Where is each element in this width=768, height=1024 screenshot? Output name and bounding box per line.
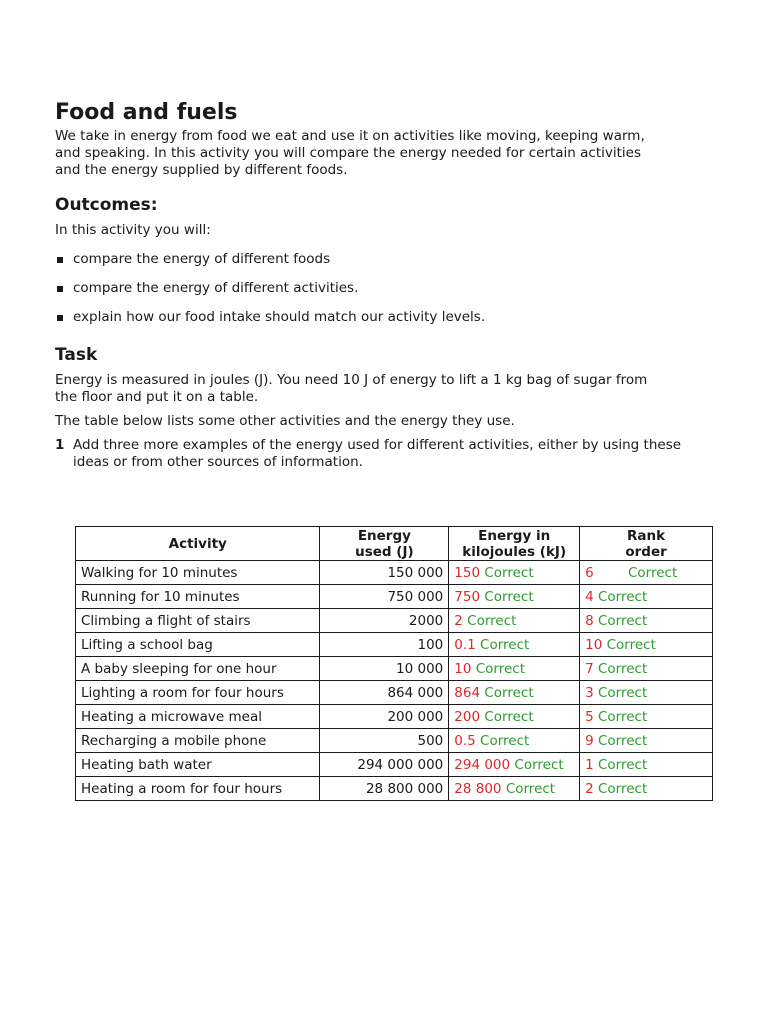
task-paragraph-table: The table below lists some other activities and the energy they use. (55, 413, 515, 429)
cell-energy-kj (449, 561, 580, 585)
correct-mark: Correct (598, 612, 648, 629)
table-row (76, 777, 713, 801)
task-heading: Task (55, 345, 98, 365)
cell-activity: Heating bath water (76, 753, 320, 777)
cell-activity: A baby sleeping for one hour (76, 657, 320, 681)
list-item: compare the energy of different activities. (55, 280, 715, 297)
correct-mark: Correct (505, 780, 556, 797)
correct-mark: Correct (480, 636, 530, 653)
table-row (76, 729, 713, 753)
correct-mark: Correct (598, 708, 648, 725)
correct-mark: Correct (484, 564, 534, 581)
cell-energy-kj (449, 753, 580, 777)
table-row (76, 657, 713, 681)
cell-activity: Walking for 10 minutes (76, 561, 320, 585)
answer-value: 10 (454, 660, 472, 677)
correct-mark: Correct (598, 588, 648, 605)
cell-activity: Lighting a room for four hours (76, 681, 320, 705)
cell-activity: Heating a room for four hours (76, 777, 320, 801)
correct-mark: Correct (475, 660, 526, 677)
table-row (76, 561, 713, 585)
header-energy-used: Energy used (J) (320, 527, 449, 561)
cell-energy-kj (449, 585, 580, 609)
cell-activity: Lifting a school bag (76, 633, 320, 657)
table-row (76, 753, 713, 777)
correct-mark: Correct (514, 756, 564, 773)
answer-value: 10 (585, 636, 603, 653)
table-row (76, 633, 713, 657)
cell-rank-order (580, 561, 713, 585)
list-item: compare the energy of different foods (55, 251, 715, 268)
answer-value: 2 (454, 612, 463, 629)
answer-value: 150 (454, 564, 481, 581)
answer-value: 4 (585, 588, 594, 605)
correct-mark: Correct (467, 612, 517, 629)
table-body (76, 561, 713, 801)
cell-activity: Recharging a mobile phone (76, 729, 320, 753)
cell-energy-kj (449, 777, 580, 801)
table-row (76, 705, 713, 729)
correct-mark: Correct (598, 732, 648, 749)
answer-value: 750 (454, 588, 481, 605)
answer-value: 28 800 (454, 780, 502, 797)
question-number: 1 (55, 437, 65, 453)
correct-mark: Correct (598, 684, 648, 701)
table-row (76, 585, 713, 609)
answer-value: 200 (454, 708, 481, 725)
answer-value: 294 000 (454, 756, 511, 773)
answer-value: 8 (585, 612, 594, 629)
answer-value: 5 (585, 708, 594, 725)
header-energy-kj: Energy in kilojoules (kJ) (449, 527, 580, 561)
correct-mark: Correct (484, 708, 534, 725)
cell-energy-joules: 294 000 000 (320, 753, 449, 777)
table-row (76, 681, 713, 705)
header-activity: Activity (76, 527, 320, 561)
cell-activity: Heating a microwave meal (76, 705, 320, 729)
answer-value: 0.1 (454, 636, 476, 653)
task-paragraph-joules: Energy is measured in joules (J). You need 10 J of energy to lift a 1 kg bag of sugar from the floor and put it on a table. (55, 372, 648, 405)
answer-value: 864 (454, 684, 481, 701)
worksheet (55, 98, 715, 471)
answer-value: 2 (585, 780, 594, 797)
outcomes-list (55, 251, 715, 326)
cell-rank-order (580, 729, 713, 753)
list-item: explain how our food intake should match our activity levels. (55, 309, 715, 326)
cell-activity: Running for 10 minutes (76, 585, 320, 609)
cell-energy-joules: 864 000 (320, 681, 449, 705)
cell-rank-order (580, 633, 713, 657)
table-header-row (76, 527, 713, 561)
table-row (76, 609, 713, 633)
correct-mark: Correct (484, 588, 534, 605)
cell-rank-order (580, 681, 713, 705)
question-text: Add three more examples of the energy used for different activities, either by using these ideas or from other sources of information. (73, 437, 682, 470)
cell-rank-order (580, 705, 713, 729)
cell-energy-kj (449, 633, 580, 657)
cell-energy-kj (449, 681, 580, 705)
cell-energy-joules: 500 (320, 729, 449, 753)
answer-value: 7 (585, 660, 594, 677)
cell-energy-joules: 750 000 (320, 585, 449, 609)
outcomes-heading: Outcomes: (55, 195, 158, 215)
correct-mark: Correct (480, 732, 530, 749)
correct-mark: Correct (598, 660, 648, 677)
answer-value: 1 (585, 756, 594, 773)
header-rank-order: Rank order (580, 527, 713, 561)
answer-value: 6 (585, 564, 594, 581)
page-title: Food and fuels (55, 100, 238, 125)
cell-energy-kj (449, 705, 580, 729)
correct-mark: Correct (606, 636, 656, 653)
cell-rank-order (580, 585, 713, 609)
correct-mark: Correct (628, 564, 678, 581)
answer-value: 3 (585, 684, 594, 701)
cell-rank-order (580, 609, 713, 633)
cell-energy-joules: 100 (320, 633, 449, 657)
cell-energy-joules: 150 000 (320, 561, 449, 585)
cell-energy-joules: 200 000 (320, 705, 449, 729)
answer-value: 9 (585, 732, 594, 749)
correct-mark: Correct (598, 780, 648, 797)
correct-mark: Correct (598, 756, 648, 773)
cell-energy-kj (449, 729, 580, 753)
cell-rank-order (580, 657, 713, 681)
question-1 (55, 437, 683, 471)
cell-energy-joules: 10 000 (320, 657, 449, 681)
outcomes-lead: In this activity you will: (55, 222, 211, 238)
cell-rank-order (580, 753, 713, 777)
answer-value: 0.5 (454, 732, 476, 749)
cell-activity: Climbing a flight of stairs (76, 609, 320, 633)
energy-table (75, 526, 713, 801)
intro-paragraph: We take in energy from food we eat and use it on activities like moving, keeping warm, and speaking. In this activity you will compare the energy needed for certain activities and the energy supplied by different foods. (55, 128, 645, 178)
cell-energy-joules: 2000 (320, 609, 449, 633)
cell-energy-joules: 28 800 000 (320, 777, 449, 801)
cell-energy-kj (449, 657, 580, 681)
correct-mark: Correct (484, 684, 534, 701)
cell-energy-kj (449, 609, 580, 633)
cell-rank-order (580, 777, 713, 801)
